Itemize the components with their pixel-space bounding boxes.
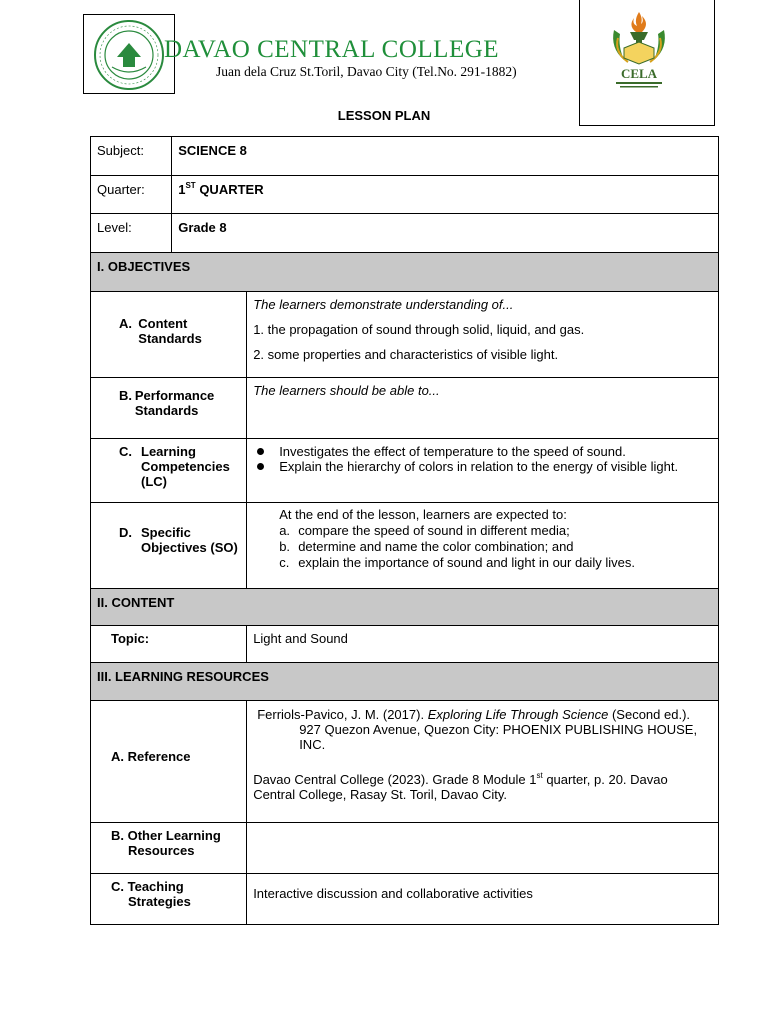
content-section-row: [91, 589, 719, 626]
performance-standards-label: [91, 378, 247, 439]
cela-logo-text: CELA: [620, 66, 658, 81]
lesson-plan-table: [90, 136, 719, 925]
resources-section-row: [91, 663, 719, 701]
subject-value: SCIENCE 8: [172, 137, 719, 176]
reference-entry-1: Ferriols-Pavico, J. M. (2017). Exploring Life Through Science (Second ed.). 927 Quezon Avenue, Quezon City: PHOENIX PUBLISHING HOUSE, INC.: [257, 707, 698, 752]
reference-row: [91, 701, 719, 823]
cela-logo: [606, 8, 672, 92]
content-standards-row: [91, 292, 719, 378]
reference-value: [247, 701, 719, 823]
level-row: [91, 214, 719, 253]
other-resources-value: [247, 823, 719, 874]
content-standards-item-1: 1. the propagation of sound through solid, liquid, and gas.: [253, 322, 585, 337]
teaching-strategies-value: Interactive discussion and collaborative activities: [247, 874, 719, 925]
learning-competencies-label: [91, 439, 247, 503]
performance-standards-letter: B.: [119, 388, 132, 403]
specific-objectives-value: [247, 503, 719, 589]
content-heading: II. CONTENT: [91, 589, 719, 626]
performance-standards-intro: The learners should be able to...: [253, 383, 440, 398]
quarter-row: [91, 176, 719, 214]
learning-competency-2: Explain the hierarchy of colors in relation to the energy of visible light.: [253, 459, 712, 474]
subject-row: [91, 137, 719, 176]
specific-objective-a: a. compare the speed of sound in different media;: [279, 523, 570, 538]
resources-heading: III. LEARNING RESOURCES: [91, 663, 719, 701]
college-seal-box: [83, 14, 175, 94]
learning-competencies-value: [247, 439, 719, 503]
content-standards-intro: The learners demonstrate understanding of...: [253, 297, 514, 312]
teaching-strategies-label: C. Teaching Strategies: [91, 874, 247, 925]
content-standards-text: Content Standards: [138, 316, 202, 346]
learning-competencies-text: Learning Competencies (LC): [141, 444, 230, 489]
quarter-sup: ST: [185, 181, 196, 190]
performance-standards-text: Performance Standards: [134, 388, 215, 418]
specific-objectives-label: [91, 503, 247, 589]
learning-competencies-row: [91, 439, 719, 503]
reference-entry-2: Davao Central College (2023). Grade 8 Module 1st quarter, p. 20. Davao Central College, Rasay St. Toril, Davao City.: [253, 771, 668, 802]
subject-label: Subject:: [91, 137, 172, 176]
college-seal-logo: [90, 19, 168, 91]
specific-objectives-row: [91, 503, 719, 589]
content-standards-label: [91, 292, 247, 378]
other-resources-label: B. Other Learning Resources: [91, 823, 247, 874]
content-standards-letter: A.: [119, 316, 132, 331]
quarter-word: QUARTER: [199, 182, 264, 197]
specific-objectives-letter: D.: [119, 525, 132, 540]
learning-competency-1: Investigates the effect of temperature to the speed of sound.: [253, 444, 712, 459]
college-name: DAVAO CENTRAL COLLEGE: [164, 36, 500, 63]
document-title: LESSON PLAN: [337, 108, 431, 123]
learning-competencies-letter: C.: [119, 444, 132, 459]
level-value: Grade 8: [172, 214, 719, 253]
topic-label: Topic:: [91, 626, 247, 663]
reference-label: A. Reference: [91, 701, 247, 823]
other-resources-row: [91, 823, 719, 874]
specific-objective-b: b. determine and name the color combination; and: [279, 539, 574, 554]
specific-objectives-text: Specific Objectives (SO): [141, 525, 238, 555]
level-label: Level:: [91, 214, 172, 253]
specific-objective-c: c. explain the importance of sound and light in our daily lives.: [279, 555, 635, 570]
college-address: Juan dela Cruz St.Toril, Davao City (Tel.No. 291-1882): [216, 64, 517, 79]
topic-row: [91, 626, 719, 663]
objectives-section-row: [91, 253, 719, 292]
teaching-strategies-row: [91, 874, 719, 925]
content-standards-item-2: 2. some properties and characteristics of visible light.: [253, 347, 559, 362]
quarter-label: Quarter:: [91, 176, 172, 214]
quarter-number: 1: [178, 182, 186, 197]
quarter-value: [172, 176, 719, 214]
specific-objectives-intro: At the end of the lesson, learners are expected to:: [279, 507, 567, 522]
topic-value: Light and Sound: [247, 626, 719, 663]
content-standards-value: [247, 292, 719, 378]
performance-standards-row: [91, 378, 719, 439]
performance-standards-value: [247, 378, 719, 439]
objectives-heading: I. OBJECTIVES: [91, 253, 719, 292]
